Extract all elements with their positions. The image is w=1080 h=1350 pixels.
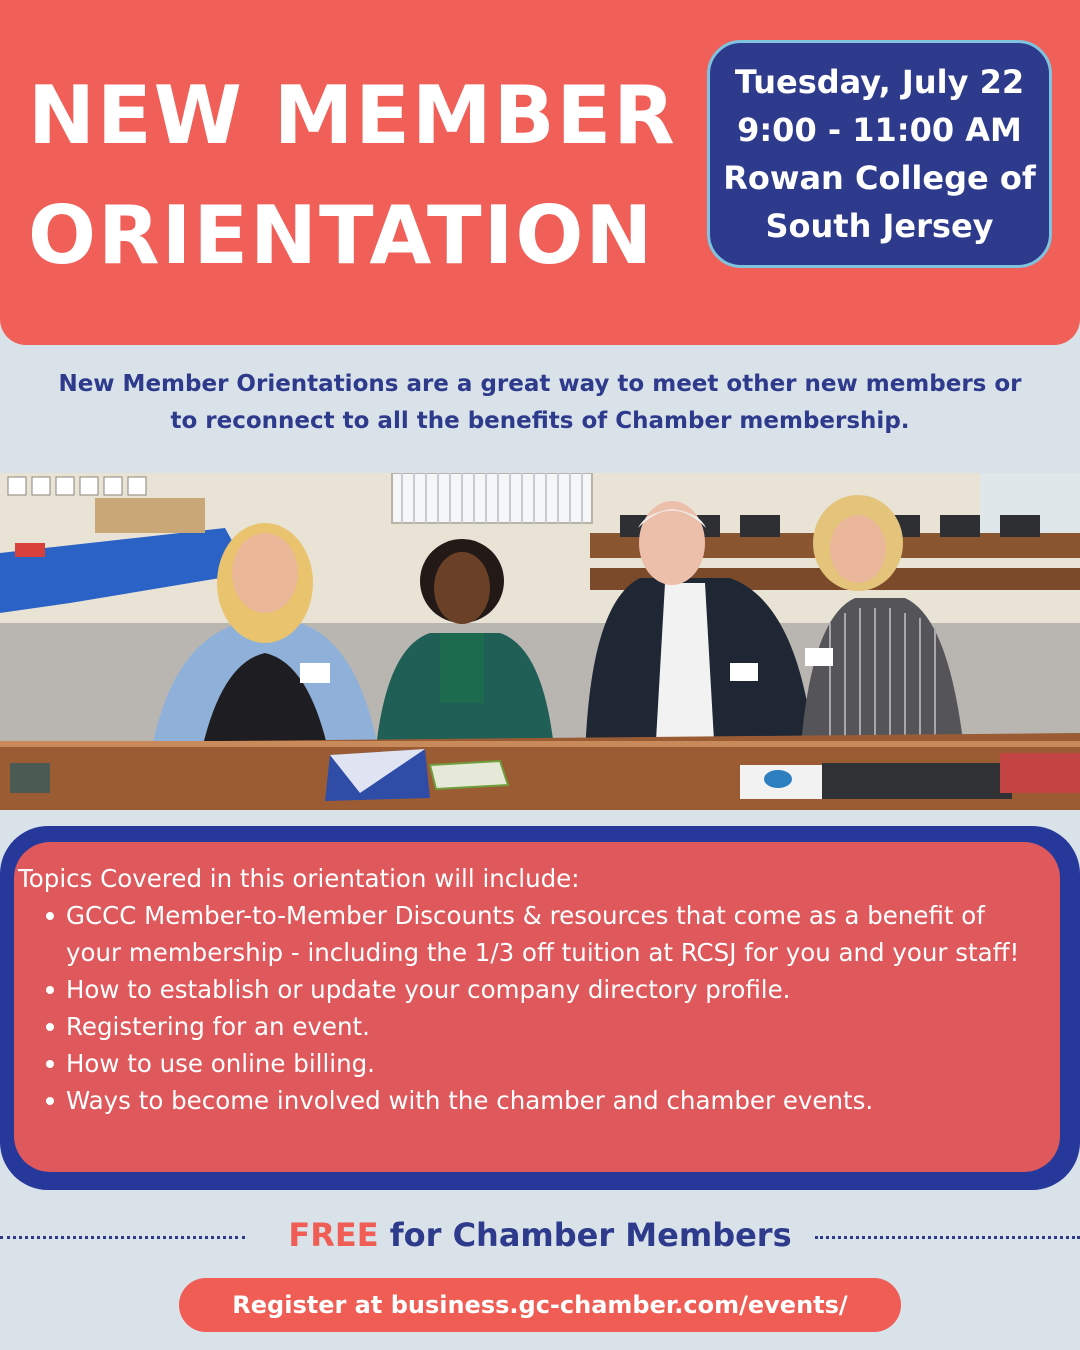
register-link-button[interactable]: Register at business.gc-chamber.com/events/ — [179, 1278, 901, 1332]
event-venue-line-2: South Jersey — [765, 207, 994, 245]
header-banner — [0, 0, 1080, 345]
topic-item: Ways to become involved with the chamber and chamber events. — [44, 1082, 1040, 1119]
pricing-text — [0, 1214, 1080, 1256]
group-photo-illustration — [0, 473, 1080, 810]
dotted-divider-right — [815, 1236, 1080, 1239]
title-line-1: NEW MEMBER — [28, 69, 677, 162]
intro-line-2: to reconnect to all the benefits of Chamber membership. — [170, 408, 910, 434]
topics-panel — [14, 842, 1060, 1172]
intro-text — [10, 366, 1070, 440]
event-venue-line-1: Rowan College of — [723, 159, 1036, 197]
topic-item: How to establish or update your company directory profile. — [44, 971, 1040, 1008]
topic-item: Registering for an event. — [44, 1008, 1040, 1045]
event-time: 9:00 - 11:00 AM — [737, 111, 1022, 149]
pricing-row — [0, 1212, 1080, 1258]
topic-item: GCCC Member-to-Member Discounts & resources that come as a benefit of your membership - including the 1/3 off tuition at RCSJ for you and your staff! — [44, 897, 1040, 971]
group-photo — [0, 473, 1080, 810]
event-date: Tuesday, July 22 — [734, 63, 1025, 101]
members-label: for Chamber Members — [389, 1216, 792, 1254]
intro-line-1: New Member Orientations are a great way to meet other new members or — [58, 371, 1022, 397]
topic-item: How to use online billing. — [44, 1045, 1040, 1082]
free-label: FREE — [288, 1216, 379, 1254]
topics-heading: Topics Covered in this orientation will include: — [18, 864, 580, 893]
topics-list — [44, 897, 1040, 1119]
event-info-box — [707, 40, 1052, 268]
title-line-2: ORIENTATION — [28, 189, 655, 282]
